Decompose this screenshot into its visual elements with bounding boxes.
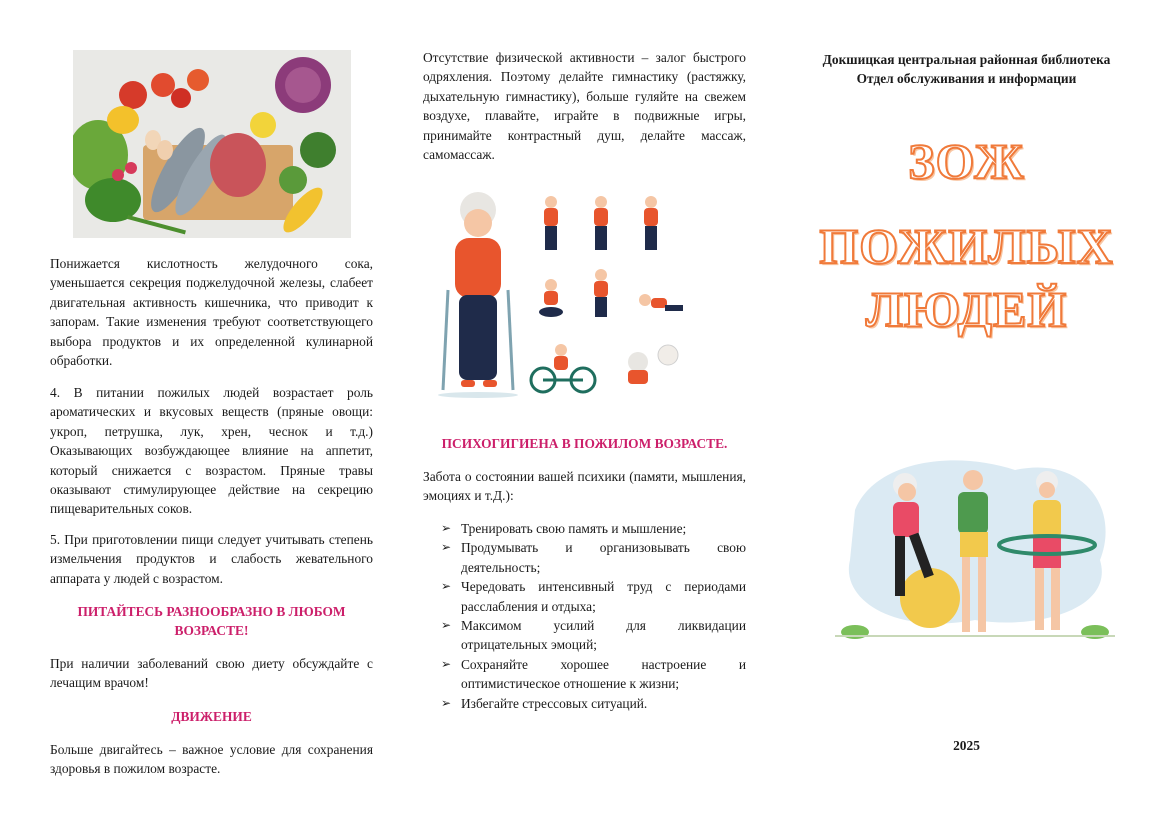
heading-movement: ДВИЖЕНИЕ bbox=[171, 709, 252, 724]
heading-food-line2: ВОЗРАСТЕ! bbox=[174, 623, 249, 639]
title-line1: ЗОЖ bbox=[908, 133, 1025, 189]
exercise-illustration bbox=[433, 190, 693, 405]
heading-psychohygiene: ПСИХОГИГИЕНА В ПОЖИЛОМ ВОЗРАСТЕ. bbox=[441, 436, 728, 451]
title-line2: ПОЖИЛЫХ bbox=[819, 218, 1114, 274]
seniors-exercising-illustration bbox=[835, 450, 1115, 640]
list-item: ➢ Максимом усилий для ликвидации отрицательных эмоций; bbox=[441, 618, 746, 653]
heading-food-line1: ПИТАЙТЕСЬ РАЗНООБРАЗНО В ЛЮБОМ bbox=[77, 604, 346, 619]
list-item: ➢ Избегайте стрессовых ситуаций. bbox=[423, 694, 746, 713]
list-item: ➢ Продумывать и организовывать свою деятельность; bbox=[441, 540, 746, 575]
paragraph-cooking: 5. При приготовлении пищи следует учитывать степень измельчения продуктов и слабость жевательного аппарата у людей с возрастом. bbox=[50, 532, 373, 586]
arrow-bullet-icon: ➢ bbox=[441, 521, 452, 535]
arrow-bullet-icon: ➢ bbox=[441, 618, 452, 633]
title-line3: ЛЮДЕЙ bbox=[865, 281, 1068, 337]
library-line1: Докшицкая центральная районная библиотека bbox=[822, 52, 1111, 67]
arrow-bullet-icon: ➢ bbox=[441, 656, 452, 671]
psyche-tips-list bbox=[423, 519, 746, 713]
heading-food bbox=[50, 602, 373, 641]
paragraph-psyche-intro: Забота о состоянии вашей психики (памяти, мышления, эмоциях и т.Д.): bbox=[423, 469, 746, 504]
list-item: ➢ Тренировать свою память и мышление; bbox=[423, 519, 746, 538]
list-item: ➢ Чередовать интенсивный труд с периодами расслабления и отдыха; bbox=[441, 579, 746, 614]
library-line2: Отдел обслуживания и информации bbox=[856, 71, 1077, 86]
list-item: ➢ Сохраняйте хорошее настроение и оптимистическое отношение к жизни; bbox=[441, 656, 746, 692]
arrow-bullet-icon: ➢ bbox=[441, 540, 452, 555]
arrow-bullet-icon: ➢ bbox=[441, 579, 452, 594]
paragraph-spices: 4. В питании пожилых людей возрастает роль ароматических и вкусовых веществ (пряные овощи: укроп, петрушка, лук, хрен, чеснок и т.д.) Оказывающих возбуждающее влияние на аппетит, который снижается с возрастом. Пряные травы оказывают стимулирующее действие на секрецию пищеварительных соков. bbox=[50, 385, 373, 517]
paragraph-move-more: Больше двигайтесь – важное условие для сохранения здоровья в пожилом возрасте. bbox=[50, 742, 373, 777]
fresh-food-photo bbox=[73, 50, 351, 238]
arrow-bullet-icon: ➢ bbox=[441, 695, 452, 710]
paragraph-digestion: Понижается кислотность желудочного сока, уменьшается секреция поджелудочной железы, слабеет двигательная активность кишечника, что приводит к запорам. Такие изменения требуют соответствующего выбора продуктов и их определенной кулинарной обработки. bbox=[50, 256, 373, 369]
cover-title bbox=[800, 130, 1133, 341]
library-name bbox=[800, 50, 1133, 88]
paragraph-doctor: При наличии заболеваний свою диету обсуждайте с лечащим врачом! bbox=[50, 656, 373, 691]
paragraph-activity: Отсутствие физической активности – залог быстрого одряхления. Поэтому делайте гимнастику (растяжку, дыхательную гимнастику), больше гуляйте на свежем воздухе, плавайте, играйте в подвижные игры, принимайте контрастный душ, делайте массаж, самомассаж. bbox=[423, 50, 746, 163]
year: 2025 bbox=[953, 738, 980, 753]
